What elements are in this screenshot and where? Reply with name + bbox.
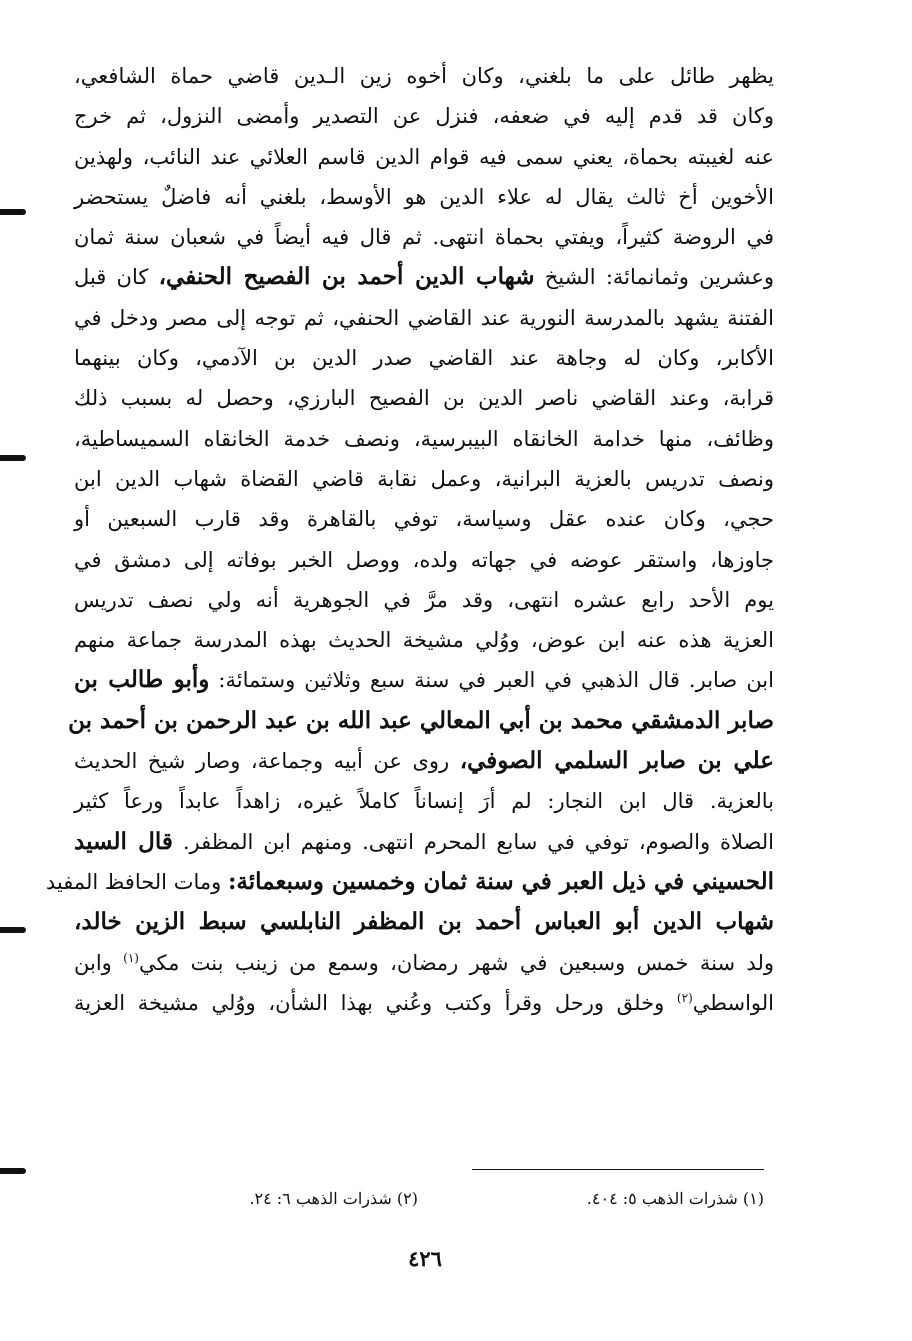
text-run: ومات الحافظ المفيد <box>45 869 228 894</box>
text-line <box>74 298 774 338</box>
margin-mark <box>0 209 26 215</box>
text-run: الفتنة يشهد بالمدرسة النورية عند القاضي الحنفي، ثم توجه إلى مصر ودخل في <box>74 305 774 330</box>
text-run: بالعزية. قال ابن النجار: لم أرَ إنساناً كاملاً غيره، زاهداً عابداً ورعاً كثير <box>74 789 774 814</box>
text-run: روى عن أبيه وجماعة، وصار شيخ الحديث <box>74 749 460 774</box>
bold-phrase: شهاب الدين أبو العباس أحمد بن المظفر النابلسي سبط الزين خالد، <box>74 908 774 936</box>
text-line <box>74 620 774 660</box>
text-run: الواسطي <box>692 990 774 1015</box>
text-line <box>74 96 774 136</box>
text-run: كان قبل <box>74 265 159 290</box>
bold-phrase: قال السيد <box>74 827 173 855</box>
text-line <box>74 257 774 297</box>
footnote-2: (٢) شذرات الذهب ٦: ٢٤. <box>249 1189 418 1208</box>
text-run: وظائف، منها خدامة الخانقاه البيبرسية، ونصف خدمة الخانقاه السميساطية، <box>74 426 774 451</box>
text-line <box>74 217 774 257</box>
footnote-ref: (١) <box>123 950 139 965</box>
bold-phrase: الحسيني في ذيل العبر في سنة ثمان وخمسين وسبعمائة: <box>227 867 774 895</box>
text-run: حجي، وكان عنده عقل وسياسة، توفي بالقاهرة وقد قارب السبعين أو <box>74 507 774 532</box>
text-run: عنه لغيبته بحماة، يعني سمى فيه قوام الدين قاسم العلائي عند النائب، ولهذين <box>74 144 774 169</box>
text-run: وخلق ورحل وقرأ وكتب وعُني بهذا الشأن، ووُلي مشيخة العزية <box>74 990 677 1015</box>
text-line <box>74 56 774 96</box>
page-number: ٤٢٦ <box>408 1246 442 1271</box>
text-line <box>74 741 774 781</box>
text-run: الأكابر، وكان له وجاهة عند القاضي صدر الدين بن الآدمي، وكان بينهما <box>74 346 774 371</box>
text-line <box>74 137 774 177</box>
text-line <box>74 419 774 459</box>
text-run: يظهر طائل على ما بلغني، وكان أخوه زين الـدين قاضي حماة الشافعي، <box>74 64 774 88</box>
text-run: وكان قد قدم إليه في ضعفه، فنزل عن التصدير وأمضى النزول، ثم خرج <box>74 104 774 129</box>
body-text <box>45 56 774 1023</box>
text-line <box>74 338 774 378</box>
text-line <box>74 983 774 1023</box>
text-line <box>74 822 774 862</box>
text-run: الأخوين أخ ثالث يقال له علاء الدين هو الأوسط، بلغني أنه فاضلٌ يستحضر <box>74 184 774 209</box>
text-line <box>74 660 774 700</box>
footnote-ref: (٢) <box>676 990 693 1005</box>
text-run: وعشرين وثمانمائة: الشيخ <box>534 265 774 290</box>
margin-mark <box>0 455 26 461</box>
bold-phrase: علي بن صابر السلمي الصوفي، <box>459 747 774 775</box>
text-run: ابن صابر. قال الذهبي في العبر في سنة سبع وثلاثين وستمائة: <box>209 668 774 693</box>
text-line <box>74 378 774 418</box>
text-line <box>74 943 774 983</box>
text-run: العزية هذه عنه ابن عوض، ووُلي مشيخة الحديث بهذه المدرسة جماعة منهم <box>74 628 774 653</box>
text-line <box>74 499 774 539</box>
text-run: ولد سنة خمس وسبعين في شهر رمضان، وسمع من زينب بنت مكي <box>138 950 774 975</box>
text-line <box>74 902 774 942</box>
text-run: الصلاة والصوم، توفي في سابع المحرم انتهى. ومنهم ابن المظفر. <box>172 829 774 854</box>
text-line <box>74 459 774 499</box>
text-run: جاوزها، واستقر عوضه في جهاته ولده، ووصل الخبر بوفاته إلى دمشق في <box>74 547 774 572</box>
margin-mark <box>0 1168 26 1174</box>
text-run: في الروضة كثيراً، ويفتي بحماة انتهى. ثم قال فيه أيضاً في شعبان سنة ثمان <box>74 225 774 250</box>
footnote-1: (١) شذرات الذهب ٥: ٤٠٤. <box>586 1189 764 1208</box>
footnotes <box>180 1186 764 1212</box>
bold-phrase: شهاب الدين أحمد بن الفصيح الحنفي، <box>158 263 535 291</box>
text-line <box>74 580 774 620</box>
text-run: يوم الأحد رابع عشره انتهى، وقد مرَّ في الجوهرية أنه ولي نصف تدريس <box>74 587 774 612</box>
text-run: ونصف تدريس بالعزية البرانية، وعمل نقابة قاضي القضاة شهاب الدين ابن <box>74 466 774 491</box>
bold-phrase: وأبو طالب بن <box>74 666 210 694</box>
text-run: قرابة، وعند القاضي ناصر الدين بن الفصيح البارزي، وحصل له بسبب ذلك <box>74 386 774 411</box>
text-line <box>74 781 774 821</box>
margin-mark <box>0 927 26 933</box>
text-line <box>68 701 774 741</box>
bold-phrase: صابر الدمشقي محمد بن أبي المعالي عبد الله بن عبد الرحمن بن أحمد بن <box>68 706 774 734</box>
footnote-separator <box>472 1169 764 1170</box>
text-line <box>45 862 774 902</box>
text-line <box>74 177 774 217</box>
text-line <box>74 540 774 580</box>
text-run: وابن <box>74 950 124 975</box>
